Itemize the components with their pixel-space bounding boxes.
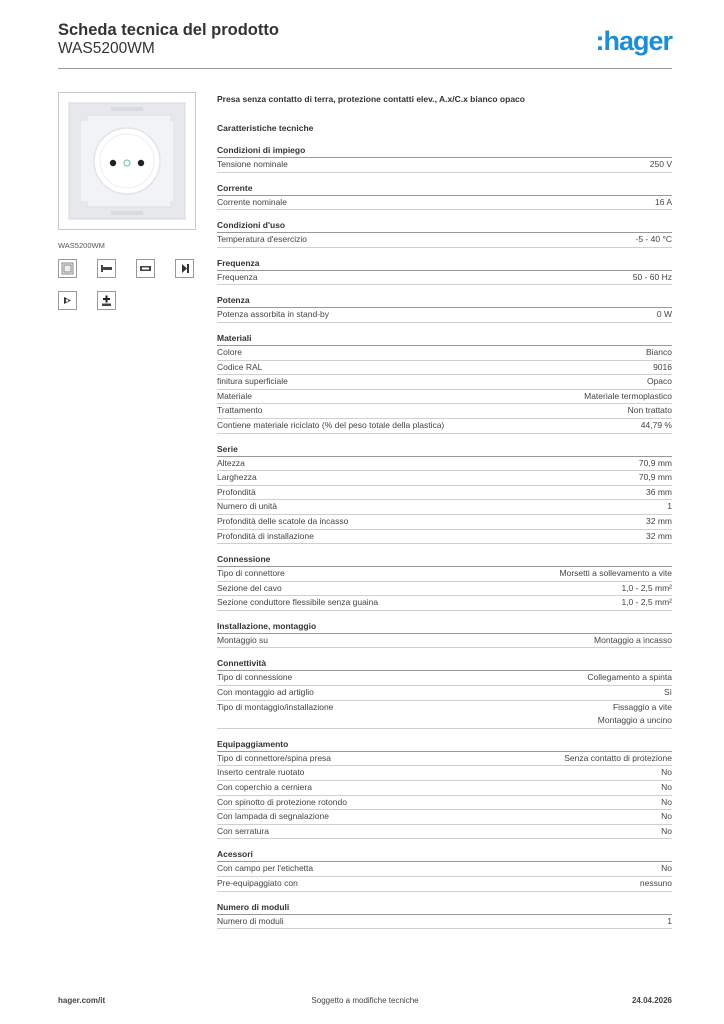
spec-value: 44,79 % [640,419,672,430]
spec-value: 50 - 60 Hz [632,271,672,282]
socket-front-icon [61,262,74,275]
spec-value: Montaggio a incasso [594,634,672,645]
product-caption: WAS5200WM [58,241,105,250]
spec-label: Potenza assorbita in stand-by [217,309,329,320]
spec-value: No [661,782,672,793]
spec-label: Frequenza [217,271,258,282]
spec-value: Morsetti a sollevamento a vite [559,568,672,579]
spec-group [217,219,672,248]
spec-group-title: Connessione [217,553,672,567]
spec-row [217,346,672,361]
page-header [58,20,672,69]
mounting-icon[interactable] [58,291,77,310]
hager-logo: :hager [595,26,672,56]
product-description: Presa senza contatto di terra, protezione contatti elev., A.x/C.x bianco opaco [217,94,525,104]
spec-row [217,361,672,376]
spec-group [217,182,672,211]
spec-group-title: Frequenza [217,257,672,271]
spec-label: Profondità [217,486,256,497]
spec-row [217,308,672,323]
page-title: Scheda tecnica del prodotto [58,21,279,39]
spec-label: finitura superficiale [217,376,288,387]
spec-label: Numero di unità [217,501,278,512]
dimension-icon[interactable] [97,259,116,278]
spec-row [217,404,672,419]
spec-group-title: Materiali [217,332,672,346]
spec-value: 16 A [654,196,672,207]
spec-group [217,738,672,840]
spec-group [217,901,672,930]
spec-label: Con spinotto di protezione rotondo [217,796,347,807]
spec-row [217,457,672,472]
spec-value: 70,9 mm [638,457,672,468]
spec-value: No [661,767,672,778]
spec-value: 250 V [649,159,672,169]
spec-row [217,671,672,686]
spec-group-title: Corrente [217,182,672,196]
spec-group-title: Installazione, montaggio [217,620,672,634]
spec-value: 1 [667,915,672,926]
spec-group-title: Equipaggiamento [217,738,672,752]
spec-value: Fissaggio a vite Montaggio a uncino [597,701,672,726]
spec-value: Opaco [646,376,672,387]
spec-group [217,144,672,173]
spec-row [217,390,672,405]
spec-value: 1 [667,501,672,512]
spec-value: No [661,825,672,836]
spec-row [217,634,672,649]
spec-row [217,486,672,501]
spec-row [217,196,672,211]
spec-label: Con montaggio ad artiglio [217,687,314,698]
spec-row [217,810,672,825]
spec-value: No [661,796,672,807]
spec-label: Con lampada di segnalazione [217,811,329,822]
spec-group-title: Serie [217,443,672,457]
spec-group-title: Condizioni di impiego [217,144,672,158]
spec-row [217,530,672,545]
spec-group-title: Condizioni d'uso [217,219,672,233]
spec-row [217,419,672,434]
top-view-icon [139,262,152,275]
spec-label: Profondità delle scatole da incasso [217,515,349,526]
spec-label: Temperatura d'esercizio [217,234,307,245]
mounting-icon[interactable] [175,259,194,278]
spec-group [217,257,672,286]
spec-group [217,443,672,545]
spec-value: 1,0 - 2,5 mm² [621,582,672,593]
spec-row [217,752,672,767]
spec-value: Non trattato [627,405,672,416]
specifications-panel [217,92,672,929]
side-view-icon [100,262,113,275]
mounting-claw-icon [178,262,191,275]
spec-label: Trattamento [217,405,263,416]
product-code: WAS5200WM [58,40,155,57]
spec-group [217,848,672,891]
mounting-screw-icon [61,294,74,307]
spec-row [217,233,672,248]
spec-label: Con coperchio a cerniera [217,782,312,793]
spec-label: Tensione nominale [217,159,288,169]
spec-label: Corrente nominale [217,196,287,207]
spec-row [217,515,672,530]
spec-label: Sezione conduttore flessibile senza guaina [217,597,379,608]
spec-label: Colore [217,346,243,357]
product-panel [58,92,196,323]
spec-group [217,332,672,434]
spec-group [217,553,672,611]
spec-label: Con campo per l'etichetta [217,863,314,874]
spec-row [217,915,672,930]
spec-value: Materiale termoplastico [584,390,672,401]
spec-value: nessuno [639,878,672,888]
spec-label: Sezione del cavo [217,582,282,593]
spec-row [217,825,672,840]
spec-row [217,686,672,701]
spec-value: 9016 [653,361,672,372]
product-image [58,92,196,230]
spec-value: 0 W [656,309,672,320]
spec-row [217,596,672,611]
footer-date: 24.04.2026 [631,996,672,1005]
spec-label: Tipo di montaggio/installazione [217,701,334,712]
section-title: Caratteristiche tecniche [217,123,314,133]
spec-row [217,158,672,173]
dimension-icon[interactable] [58,259,77,278]
spec-group [217,620,672,649]
spec-label: Pre-equipaggiato con [217,878,298,888]
socket-outlet-image [59,93,195,229]
feature-icon[interactable] [97,291,116,310]
spec-value: 32 mm [646,530,672,541]
footer-note: Soggetto a modifiche tecniche [311,996,419,1005]
spec-row [217,582,672,597]
spec-label: Tipo di connettore [217,568,285,579]
spec-group-title: Numero di moduli [217,901,672,915]
spec-row [217,766,672,781]
spec-value: Senza contatto di protezione [564,752,672,763]
spec-label: Contiene materiale riciclato (% del peso totale della plastica) [217,419,445,430]
spec-row [217,796,672,811]
spec-groups [217,144,672,929]
spec-group-title: Connettività [217,657,672,671]
spec-value: Sì [663,687,672,698]
spec-row [217,567,672,582]
spec-value: Bianco [646,346,672,357]
spec-value: 1,0 - 2,5 mm² [621,597,672,608]
spec-group [217,657,672,728]
spec-label: Materiale [217,390,252,401]
spec-label: Larghezza [217,472,257,483]
spec-row [217,781,672,796]
spec-value: Collegamento a spinta [587,672,672,683]
spec-value: 32 mm [646,515,672,526]
footer-website[interactable]: hager.com/it [58,996,106,1005]
spec-group-title: Potenza [217,294,672,308]
spec-label: Numero di moduli [217,915,284,926]
spec-row [217,862,672,877]
spec-label: Inserto centrale ruotato [217,767,305,778]
spec-row [217,271,672,286]
plus-box-icon [100,294,113,307]
spec-group-title: Acessori [217,848,672,862]
spec-label: Tipo di connettore/spina presa [217,752,332,763]
spec-value: No [661,811,672,822]
spec-row [217,471,672,486]
spec-value: -5 - 40 °C [635,234,672,245]
spec-row [217,701,672,729]
spec-label: Con serratura [217,825,269,836]
spec-group [217,294,672,323]
dimension-icon[interactable] [136,259,155,278]
spec-label: Codice RAL [217,361,263,372]
thumbnail-list [58,259,218,323]
spec-label: Profondità di installazione [217,530,314,541]
spec-row [217,375,672,390]
spec-label: Altezza [217,457,245,468]
spec-label: Tipo di connessione [217,672,293,683]
spec-value: 70,9 mm [638,472,672,483]
spec-value: No [661,863,672,874]
spec-label: Montaggio su [217,634,269,645]
spec-value: 36 mm [646,486,672,497]
spec-row [217,500,672,515]
spec-row [217,877,672,892]
